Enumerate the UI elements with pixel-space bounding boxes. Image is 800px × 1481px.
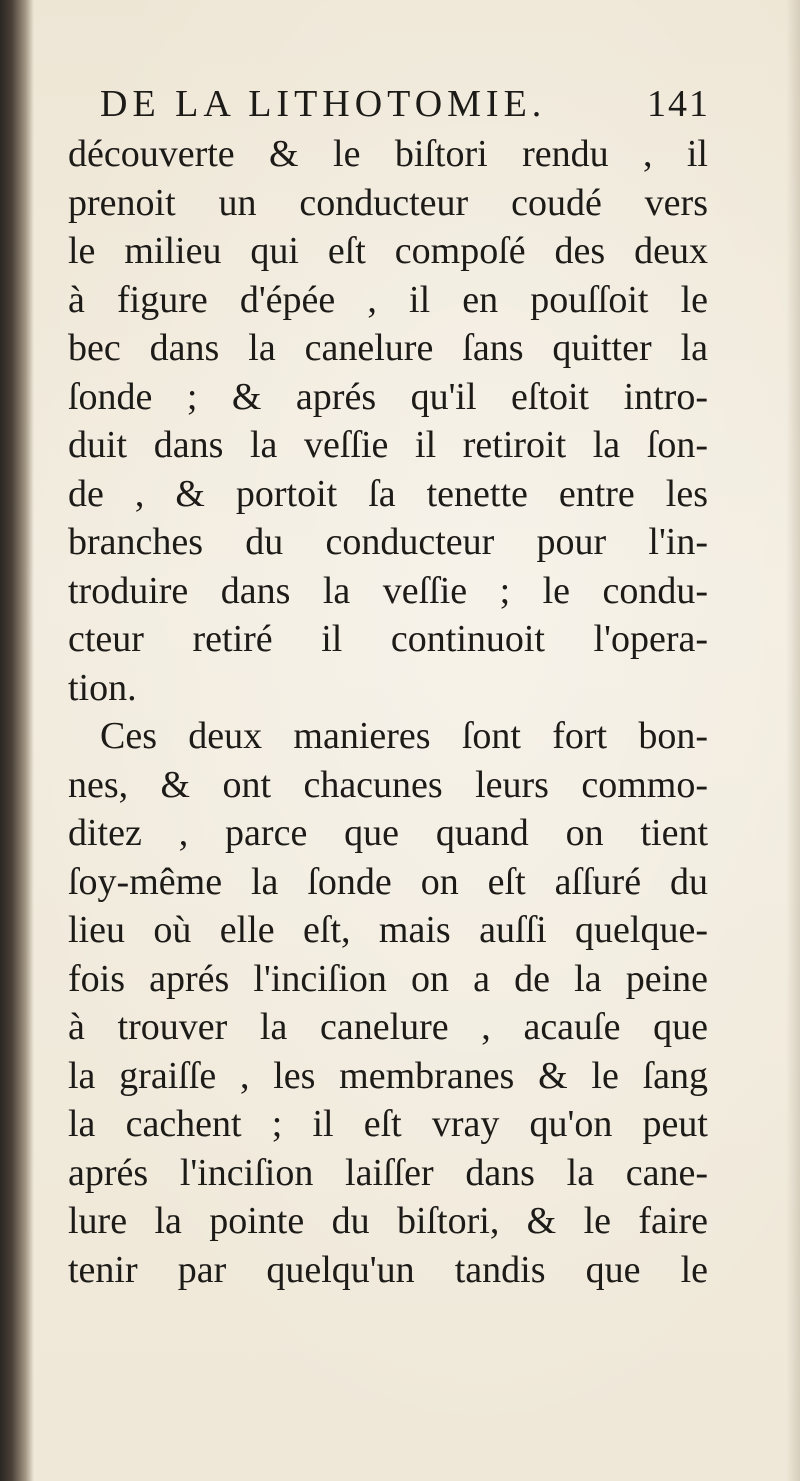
page-gutter-shadow	[0, 0, 34, 1481]
text-line: ſoy-même la ſonde on eſt aſſuré du	[68, 860, 708, 903]
text-line: la graiſſe , les membranes & le ſang	[68, 1054, 708, 1097]
text-line: branches du conducteur pour l'in-	[68, 521, 708, 563]
text-line: le milieu qui eſt compoſé des deux	[68, 230, 708, 272]
text-line: découverte & le biſtori rendu , il	[68, 133, 708, 175]
text-line: prenoit un conducteur coudé vers	[68, 181, 708, 224]
text-line: lure la pointe du biſtori, & le faire	[68, 1200, 708, 1242]
paragraph-start-line: Ces deux manieres ſont fort bon-	[100, 715, 708, 757]
text-line: à trouver la canelure , acauſe que	[68, 1006, 708, 1048]
text-line: cteur retiré il continuoit l'opera-	[68, 618, 708, 660]
running-header	[100, 78, 710, 130]
text-line: bec dans la canelure ſans quitter la	[68, 327, 708, 369]
paragraph-end-line: tion.	[68, 666, 137, 709]
text-line: ditez , parce que quand on tient	[68, 812, 708, 854]
text-line: lieu où elle eſt, mais auſſi quelque-	[68, 909, 708, 951]
text-line: la cachent ; il eſt vray qu'on peut	[68, 1103, 708, 1145]
body-text	[68, 130, 708, 1294]
text-line: de , & portoit ſa tenette entre les	[68, 472, 708, 515]
text-line: nes, & ont chacunes leurs commo-	[68, 763, 708, 806]
text-line: troduire dans la veſſie ; le condu-	[68, 569, 708, 612]
running-title: DE LA LITHOTOMIE.	[100, 83, 547, 125]
text-line: duit dans la veſſie il retiroit la ſon-	[68, 424, 708, 466]
text-line: fois aprés l'inciſion on a de la peine	[68, 957, 708, 1000]
text-line: aprés l'inciſion laiſſer dans la cane-	[68, 1151, 708, 1194]
text-line: tenir par quelqu'un tandis que le	[68, 1248, 708, 1291]
page-number: 141	[647, 83, 710, 125]
text-line: à figure d'épée , il en pouſſoit le	[68, 278, 708, 321]
text-line: ſonde ; & aprés qu'il eſtoit intro-	[68, 375, 708, 418]
page-edge	[786, 0, 800, 1481]
